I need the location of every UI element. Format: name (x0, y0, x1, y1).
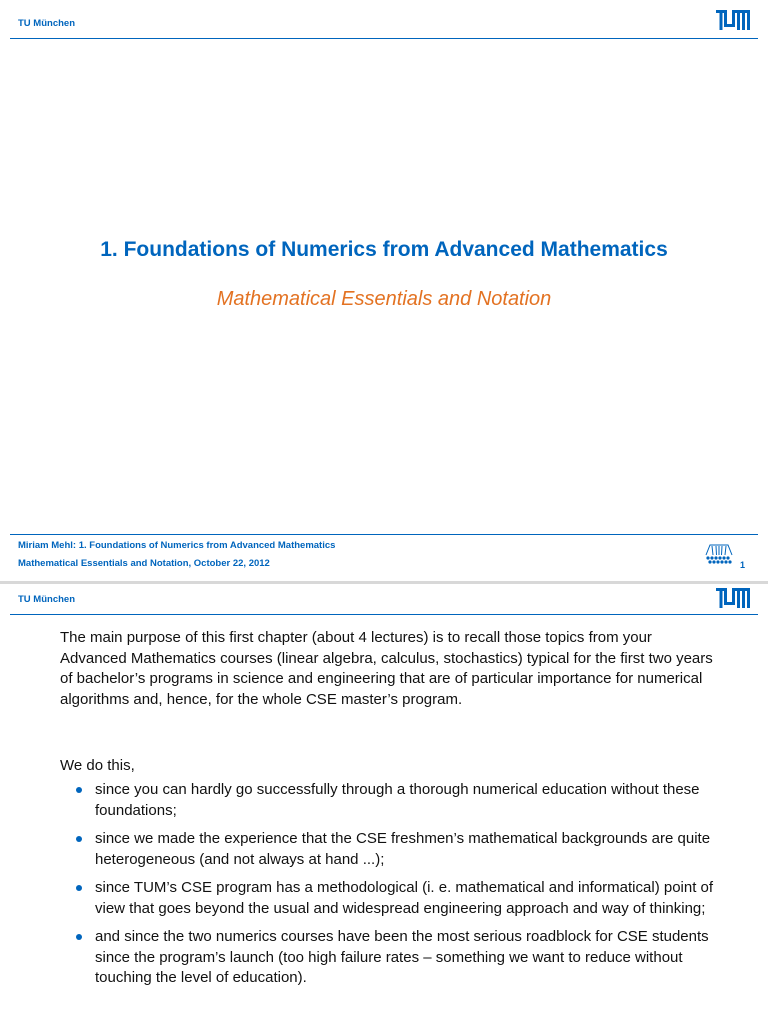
header-institution: TU München (18, 18, 75, 29)
list-item-text: since we made the experience that the CSE freshmen’s mathematical backgrounds are quite heterogeneous (and not always at hand ...); (95, 830, 711, 868)
header-divider (10, 38, 758, 39)
lead-sentence: We do this, (60, 757, 135, 774)
list-item (76, 829, 716, 870)
intro-paragraph: The main purpose of this first chapter (about 4 lectures) is to recall those topics from your Advanced Mathematics courses (linear algebra, calculus, stochastics) typical for the first two years of bachelor’s programs in science and engineering that are of particular importance for numerical algorithms and, hence, for the whole CSE master’s program. (60, 629, 713, 708)
list-item-text: since TUM’s CSE program has a methodological (i. e. mathematical and informatical) point of view that goes beyond the usual and widespread engineering approach and way of thinking; (95, 879, 714, 917)
footer-date-line: Mathematical Essentials and Notation, October 22, 2012 (18, 558, 270, 569)
slide-subtitle: Mathematical Essentials and Notation (216, 288, 552, 310)
list-item (76, 878, 716, 919)
header-institution: TU München (18, 594, 75, 605)
tum-logo-icon (716, 588, 750, 608)
header-divider (10, 614, 758, 615)
content-slide (0, 584, 768, 1024)
bullet-icon (76, 787, 82, 793)
slide-title: 1. Foundations of Numerics from Advanced Mathematics (100, 238, 668, 261)
bullet-icon (76, 885, 82, 891)
list-item (76, 927, 716, 989)
tum-tower-icon (704, 539, 734, 569)
footer-author-line: Miriam Mehl: 1. Foundations of Numerics from Advanced Mathematics (18, 540, 336, 551)
list-item (76, 780, 716, 821)
bullet-icon (76, 836, 82, 842)
list-item-text: and since the two numerics courses have been the most serious roadblock for CSE students since the program’s launch (too high failure rates – something we want to reduce without touching the level of education). (95, 928, 709, 986)
list-item-text: since you can hardly go successfully through a thorough numerical education without these foundations; (95, 781, 700, 819)
footer-divider (10, 534, 758, 535)
bullet-icon (76, 934, 82, 940)
tum-logo-icon (716, 10, 750, 30)
page-number: 1 (740, 560, 746, 570)
reason-list (76, 780, 716, 997)
